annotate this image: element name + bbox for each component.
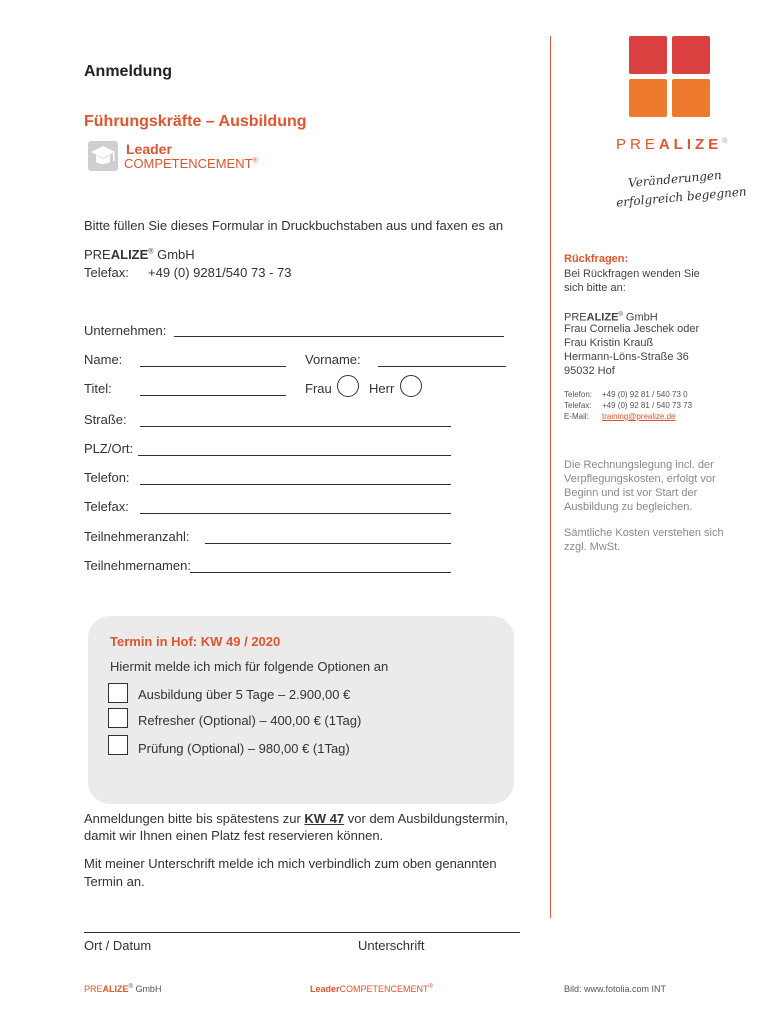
cost-line-2: zzgl. MwSt. (564, 541, 621, 553)
sidebar-telefon-value: +49 (0) 92 81 / 540 73 0 (602, 390, 688, 399)
titel-field[interactable] (140, 395, 286, 396)
footer-reg-mark: ® (128, 984, 133, 990)
company-gmbh: GmbH (153, 247, 195, 262)
telefon-label: Telefon: (84, 470, 130, 485)
contact-line-2: Frau Kristin Krauß (564, 337, 654, 349)
vorname-field[interactable] (378, 366, 506, 367)
logo-square-3 (629, 79, 667, 117)
option-ausbildung-label: Ausbildung über 5 Tage – 2.900,00 € (138, 687, 351, 702)
company-telefax-label: Telefax: (84, 265, 129, 280)
page-title: Anmeldung (84, 63, 172, 80)
footer-company-alize: ALIZE (102, 984, 129, 994)
instruction-text: Bitte füllen Sie dieses Formular in Druckbuchstaben aus und faxen es an (84, 218, 504, 233)
name-field[interactable] (140, 366, 286, 367)
deadline-line-1 (84, 811, 508, 826)
logo-pre: PRE (616, 136, 659, 153)
rueckfragen-text-2: sich bitte an: (564, 282, 626, 294)
logo-square-1 (629, 36, 667, 74)
footer-credit: Bild: www.fotolia.com INT (564, 984, 667, 994)
prealize-logo-text (616, 136, 727, 153)
option-refresher-checkbox[interactable] (108, 708, 128, 728)
telefax-field[interactable] (140, 513, 451, 514)
footer-leader-text: Leader (310, 984, 340, 994)
contact-line-3: Hermann-Löns-Straße 36 (564, 351, 689, 363)
sidebar-divider (550, 36, 551, 918)
cost-line-1: Sämtliche Kosten verstehen sich (564, 527, 724, 539)
footer-leader (310, 984, 433, 994)
strasse-label: Straße: (84, 412, 127, 427)
contact-company-alize: ALIZE (586, 311, 619, 324)
ort-datum-label: Ort / Datum (84, 938, 152, 953)
sidebar-email-label: E-Mail: (564, 412, 589, 421)
sidebar-email-link[interactable]: training@prealize.de (602, 412, 676, 421)
option-pruefung-label: Prüfung (Optional) – 980,00 € (1Tag) (138, 741, 350, 756)
footer-competence-text: COMPETENCEMENT (339, 984, 429, 994)
footer-company-pre: PRE (84, 984, 103, 994)
deadline-pre: Anmeldungen bitte bis spätestens zur (84, 811, 305, 826)
signature-text-1: Mit meiner Unterschrift melde ich mich verbindlich zum oben genannten (84, 856, 497, 871)
leader-logo-competence (124, 156, 258, 171)
page-subtitle: Führungskräfte – Ausbildung (84, 113, 307, 130)
logo-square-2 (672, 36, 710, 74)
telefon-field[interactable] (140, 484, 451, 485)
leader-logo-reg-mark: ® (252, 157, 258, 165)
vorname-label: Vorname: (305, 352, 361, 367)
tagline-1: Veränderungen (627, 167, 723, 191)
leader-logo-leader: Leader (126, 141, 172, 157)
name-label: Name: (84, 352, 123, 367)
unterschrift-label: Unterschrift (358, 938, 425, 953)
herr-radio[interactable] (400, 375, 422, 397)
contact-company-pre: PRE (564, 311, 587, 324)
titel-label: Titel: (84, 381, 112, 396)
frau-label: Frau (305, 381, 332, 396)
teilnehmeranzahl-label: Teilnehmeranzahl: (84, 529, 190, 544)
teilnehmeranzahl-field[interactable] (205, 543, 451, 544)
signature-line[interactable] (84, 932, 520, 933)
tagline-2: erfolgreich begegnen (615, 184, 748, 210)
leader-logo-competence-text: COMPETENCEMENT (124, 156, 253, 171)
rueckfragen-text-1: Bei Rückfragen wenden Sie (564, 268, 700, 280)
company-pre: PRE (84, 247, 111, 262)
frau-radio[interactable] (337, 375, 359, 397)
footer-leader-reg-mark: ® (428, 984, 433, 990)
contact-line-1: Frau Cornelia Jeschek oder (564, 323, 700, 335)
plz-ort-label: PLZ/Ort: (84, 441, 134, 456)
billing-line-1: Die Rechnungslegung incl. der (564, 459, 714, 471)
signature-text-2: Termin an. (84, 874, 145, 889)
deadline-kw: KW 47 (304, 811, 345, 826)
rueckfragen-heading: Rückfragen: (564, 253, 629, 265)
termin-heading: Termin in Hof: KW 49 / 2020 (110, 634, 281, 649)
logo-alize: ALIZE (658, 136, 723, 153)
option-ausbildung-checkbox[interactable] (108, 683, 128, 703)
herr-label: Herr (369, 381, 395, 396)
sidebar-telefax-label: Telefax: (564, 401, 592, 410)
telefax-label: Telefax: (84, 499, 129, 514)
unternehmen-label: Unternehmen: (84, 323, 167, 338)
company-telefax-value: +49 (0) 9281/540 73 - 73 (148, 265, 292, 280)
company-alize: ALIZE (110, 247, 149, 262)
logo-reg-mark: ® (722, 138, 728, 145)
termin-intro: Hiermit melde ich mich für folgende Optionen an (110, 659, 389, 674)
sidebar-telefax-value: +49 (0) 92 81 / 540 73 73 (602, 401, 693, 410)
leader-logo-icon (86, 139, 120, 173)
sidebar-telefon-label: Telefon: (564, 390, 593, 399)
logo-square-4 (672, 79, 710, 117)
company-name (84, 247, 195, 262)
billing-line-4: Ausbildung zu begleichen. (564, 501, 693, 513)
footer-company (84, 984, 161, 994)
contact-reg-mark: ® (618, 312, 623, 318)
footer-company-gmbh: GmbH (132, 984, 162, 994)
teilnehmernamen-label: Teilnehmernamen: (84, 558, 191, 573)
company-reg-mark: ® (148, 248, 154, 256)
option-refresher-label: Refresher (Optional) – 400,00 € (1Tag) (138, 713, 362, 728)
plz-ort-field[interactable] (138, 455, 451, 456)
billing-line-3: Beginn und ist vor Start der (564, 487, 698, 499)
contact-company-gmbh: GmbH (622, 311, 658, 324)
strasse-field[interactable] (140, 426, 451, 427)
contact-line-4: 95032 Hof (564, 365, 615, 377)
unternehmen-field[interactable] (174, 336, 504, 337)
deadline-line-2: damit wir Ihnen einen Platz fest reservieren können. (84, 828, 384, 843)
billing-line-2: Verpflegungskosten, erfolgt vor (564, 473, 716, 485)
option-pruefung-checkbox[interactable] (108, 735, 128, 755)
teilnehmernamen-field[interactable] (190, 572, 451, 573)
deadline-post: vor dem Ausbildungstermin, (344, 811, 509, 826)
